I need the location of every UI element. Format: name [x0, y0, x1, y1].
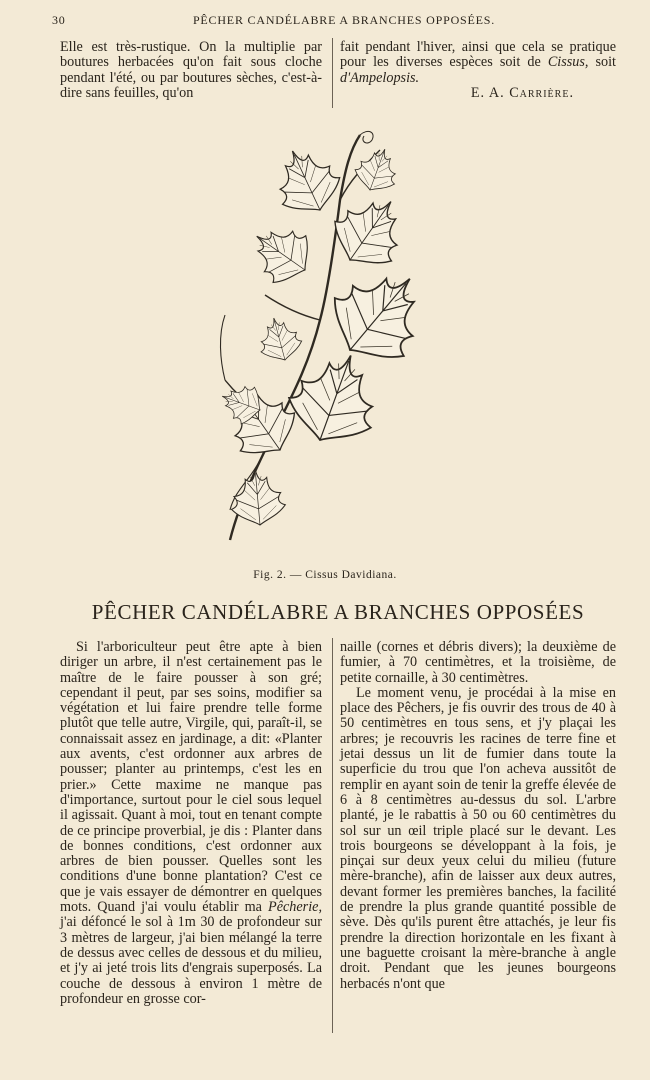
- column-divider-body: [332, 638, 333, 1033]
- article-title: PÊCHER CANDÉLABRE A BRANCHES OPPOSÉES: [91, 600, 585, 624]
- article-paragraph-1: Si l'arboriculteur peut être apte à bien diriger un arbre, il n'est certainement pas le maître de le faire pousser à son gré; cependant il peut, par ses soins, modifier sa végétation et lui faire prendre telle forme plutôt que telle autre, Virgile, qui, paraît-il, se connaissait assez en jardinage, a dit: «Planter aux avents, c'est ordonner aux arbres de pousser; planter au printemps, c'est les en prier.» Cette maxime ne manque pas d'importance, surtout pour le ciel sous lequel il agissait. Quant à moi, tout en tenant compte de ce principe proverbial, je dis : Planter dans de bonnes conditions, c'est ordonner aux arbres de bien pousser. Quelles sont les conditions d'une bonne plantation? C'est ce que je vais essayer de démontrer en quelques mots. Quand j'ai voulu établir ma Pêcherie, j'ai défoncé le sol à 1m 30 de profondeur sur 3 mètres de largeur, j'ai bien mélangé la terre de dessus avec celles de dessous et du milieu, et j'y ai jeté trois lits d'engrais superposés. La couche de dessous à environ 1 mètre de profondeur en grosse cor-: [60, 639, 322, 1007]
- running-title: PÊCHER CANDÉLABRE A BRANCHES OPPOSÉES.: [192, 13, 496, 27]
- article-right-column: [340, 640, 616, 992]
- cissus-davidiana-illustration: [200, 120, 460, 570]
- article-paragraph-2: Le moment venu, je procédai à la mise en place des Pêchers, je fis ouvrir des trous de 40 à 50 centimètres en tous sens, et j'y plaçai les arbres; je recouvris les racines de terre fine et jetai dessus un lit de fumier dans toute la superficie du trou que l'on acheva aussitôt de remplir en ayant soin de tenir la greffe élevée de 6 à 8 centimètres au-dessus du sol. L'arbre planté, je le rabattis à 50 ou 60 centimètres du sol sur un œil triple placé sur le devant. Les trois bourgeons se développant à la fois, je pinçai sur deux yeux celui du milieu (future mère-branche), afin de laisser aux deux autres, devant former les premières banches, la facilité de prendre la plus grande quantité possible de sève. Dès qu'ils purent être attachés, je leur fis prendre la direction horizontale en les fixant à une baguette croisant la mère-branche à angle droit. Pendant que les jeunes bourgeons herbacés n'ont que: [340, 684, 616, 992]
- figure-caption: Fig. 2. — Cissus Davidiana.: [253, 569, 397, 581]
- author-signature: E. A. Carrière.: [470, 84, 574, 101]
- page-number: 30: [52, 13, 66, 27]
- running-head: [52, 13, 616, 31]
- article-left-column: [60, 640, 322, 1007]
- top-article-right-text: fait pendant l'hiver, ainsi que cela se pratique pour les diverses espèces soit de Cissus, soit d'Ampelopsis.: [340, 39, 616, 86]
- column-divider-top: [332, 38, 333, 108]
- top-article-right-column: [340, 40, 616, 101]
- article-paragraph-1-continued: naille (cornes et débris divers); la deuxième de fumier, à 70 centimètres, et la troisième, de petite cornaille, à 30 centimètres.: [340, 639, 616, 686]
- top-article-left-text: Elle est très-rustique. On la multiplie par boutures herbacées qu'on fait sous cloche pendant l'été, ou par boutures sèches, c'est-à-dire sans feuilles, qu'on: [60, 39, 322, 101]
- top-article-left-column: [60, 40, 322, 101]
